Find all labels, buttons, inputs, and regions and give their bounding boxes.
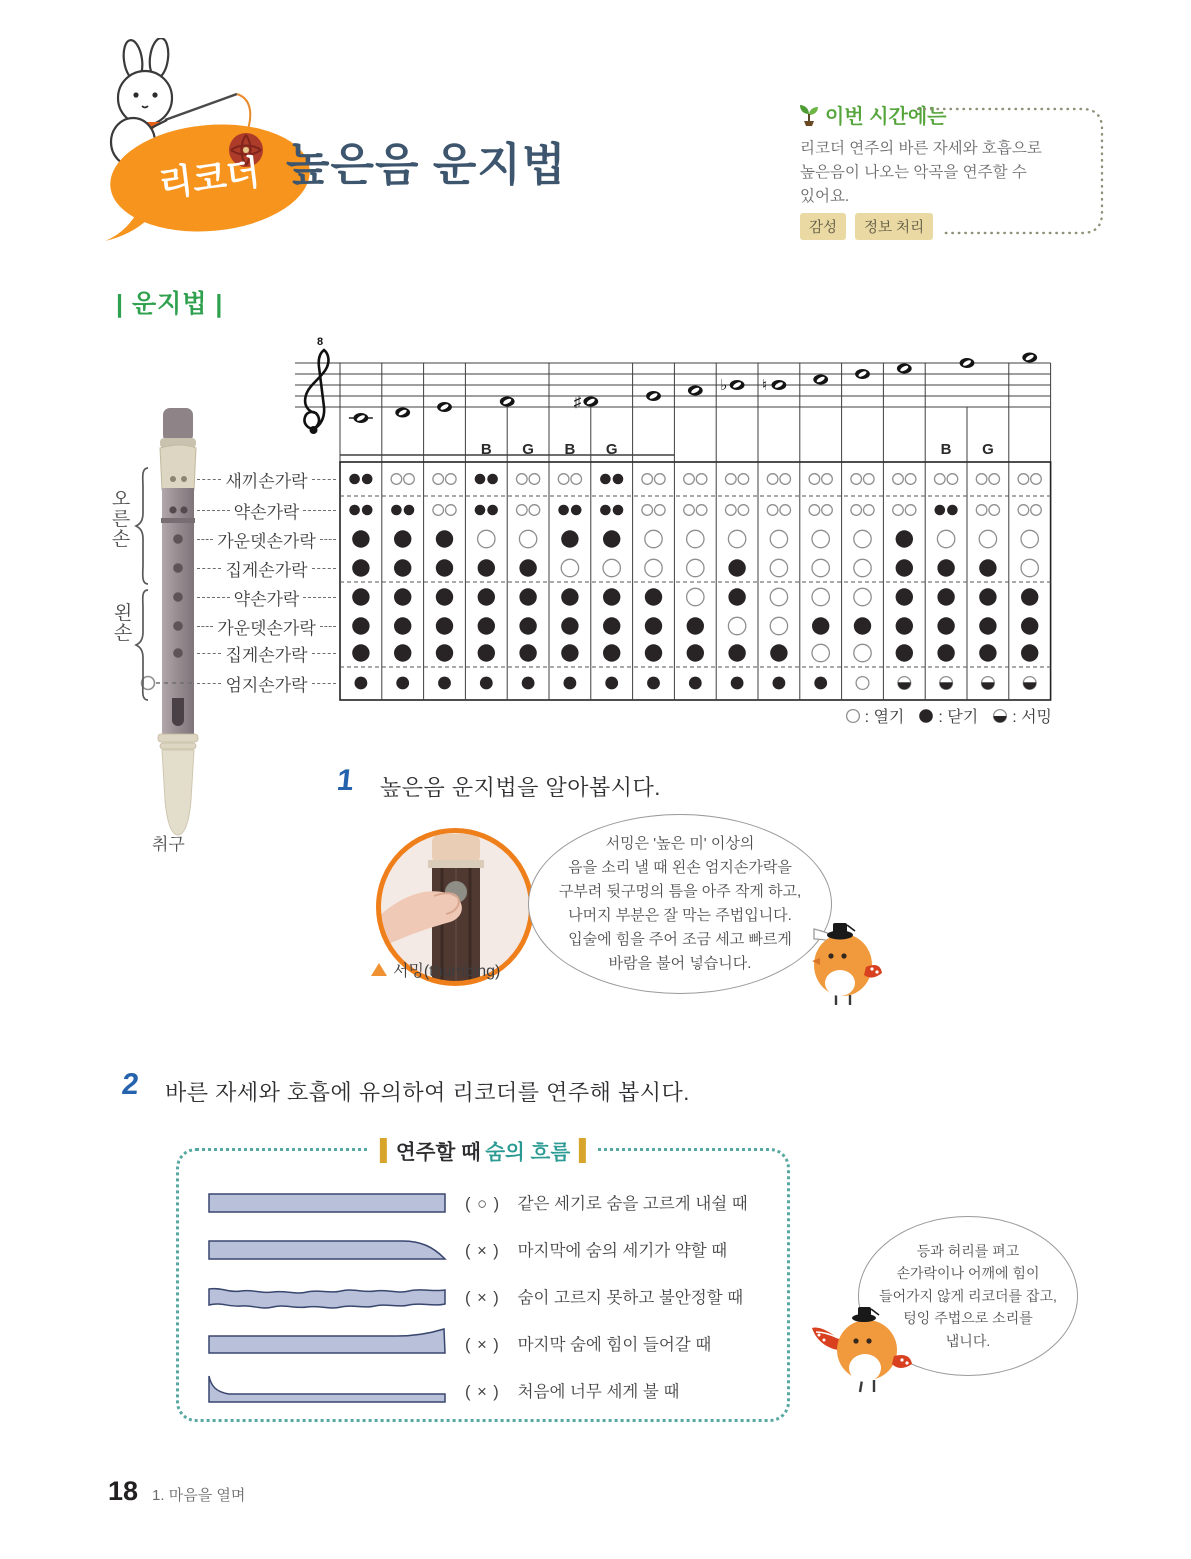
breath-shape-wavy <box>207 1281 447 1311</box>
left-hand-brace <box>134 588 150 702</box>
finger-row-label-right-pinky: 새끼손가락 <box>193 468 340 490</box>
bird-mascot-2 <box>810 1288 920 1396</box>
posture-tip-line: 들어가지 않게 리코더를 잡고, <box>879 1287 1057 1304</box>
finger-row-label-right-middle: 가운뎃손가락 <box>193 528 340 550</box>
logo-bubble-label: 리코더 <box>156 152 263 205</box>
unit-title: 1. 마음을 열며 <box>152 1487 246 1504</box>
breath-row-spike-start <box>207 1375 679 1405</box>
photo-caption-text: 서밍(thumbing) <box>393 963 501 980</box>
thumbing-tip-line: 나머지 부분은 잘 막는 주법입니다. <box>568 907 792 924</box>
legend-item-closed: : 닫기 <box>918 704 978 727</box>
page-title: 높은음 운지법 <box>286 139 567 190</box>
intro-box <box>800 100 1112 245</box>
pointer-stick <box>165 94 237 120</box>
posture-tip-line: 냅니다. <box>945 1332 991 1349</box>
breath-shape-fade-end <box>207 1234 447 1264</box>
step2-text: 바른 자세와 호흡에 유의하여 리코더를 연주해 봅시다. <box>165 1080 690 1105</box>
thumbing-symbol-icon <box>992 708 1008 724</box>
recorder-mouthpiece <box>162 750 194 835</box>
fingering-chart <box>291 333 1057 709</box>
title-bar-left <box>380 1138 387 1163</box>
step1-text: 높은음 운지법을 알아봅시다. <box>380 775 661 800</box>
svg-text:B: B <box>940 441 952 458</box>
breath-shape-even <box>207 1187 447 1217</box>
step1-number: 1 <box>335 764 356 797</box>
legend-item-thumbing: : 서밍 <box>992 704 1052 727</box>
closed-symbol-icon <box>918 708 934 724</box>
svg-text:♭: ♭ <box>720 377 728 394</box>
hand-label-left: 왼 손 <box>113 603 133 644</box>
breath-flow-box <box>176 1141 790 1422</box>
finger-row-label-right-index: 집게손가락 <box>193 557 340 579</box>
breath-row-even <box>207 1187 748 1217</box>
page-number: 18 <box>108 1476 139 1506</box>
finger-row-label-left-ring: 약손가락 <box>193 586 340 608</box>
competency-tag: 정보 처리 <box>855 213 933 240</box>
thumbing-tip-line: 구부려 뒷구멍의 틈을 아주 작게 하고, <box>558 883 802 900</box>
thumbing-tip-line: 음을 소리 낼 때 왼손 엄지손가락을 <box>568 859 792 876</box>
finger-row-label-right-ring: 약손가락 <box>193 499 340 521</box>
breath-row-spike-end <box>207 1328 711 1358</box>
competency-tags <box>800 213 942 240</box>
page-footer <box>108 1476 245 1507</box>
posture-tip-line: 등과 허리를 펴고 <box>916 1243 1020 1260</box>
svg-text:G: G <box>522 441 534 458</box>
hand-label-right: 오 른 손 <box>111 489 131 550</box>
thumbing-tip-line: 바람을 불어 넣습니다. <box>608 955 752 972</box>
thumbing-tip-line: 서밍은 '높은 미' 이상의 <box>605 835 755 852</box>
svg-text:B: B <box>480 441 492 458</box>
finger-row-label-left-middle: 가운뎃손가락 <box>193 615 340 637</box>
breath-mark: ( × ) <box>465 1289 500 1307</box>
svg-text:G: G <box>605 441 618 458</box>
section-heading-fingering: | 운지법 | <box>116 290 224 318</box>
svg-text:♯: ♯ <box>573 393 582 411</box>
finger-row-label-left-index: 집게손가락 <box>193 642 340 664</box>
step2-number: 2 <box>120 1068 141 1101</box>
posture-tip-line: 텅잉 주법으로 소리를 <box>903 1310 1033 1327</box>
breath-title-black: 연주할 때 <box>395 1141 481 1164</box>
intro-body-text: 리코더 연주의 바른 자세와 호흡으로 높은음이 나오는 악곡을 연주할 수 있어요. <box>800 140 1042 206</box>
breath-text: 처음에 너무 세게 불 때 <box>517 1383 680 1401</box>
right-hand-brace <box>134 466 150 586</box>
breath-mark: ( ○ ) <box>465 1195 501 1213</box>
breath-box-title <box>370 1135 596 1165</box>
svg-text:G: G <box>982 441 994 458</box>
breath-text: 같은 세기로 숨을 고르게 내쉴 때 <box>517 1195 748 1213</box>
posture-tip-line: 손가락이나 어깨에 힘이 <box>896 1265 1040 1282</box>
chart-legend <box>700 704 1052 727</box>
svg-text:♮: ♮ <box>761 377 768 394</box>
mouthpiece-label: 취구 <box>152 835 185 854</box>
breath-text: 마지막 숨에 힘이 들어갈 때 <box>517 1336 712 1354</box>
breath-row-fade-end <box>207 1234 727 1264</box>
open-symbol-icon <box>845 708 861 724</box>
breath-shape-spike-end <box>207 1328 447 1358</box>
breath-text: 마지막에 숨의 세기가 약할 때 <box>517 1242 728 1260</box>
caption-triangle-icon <box>371 963 387 976</box>
breath-mark: ( × ) <box>465 1242 500 1260</box>
title-bar-right <box>579 1138 586 1163</box>
breath-shape-spike-start <box>207 1375 447 1405</box>
competency-tag: 감성 <box>800 213 846 240</box>
thumbing-tip-line: 입술에 힘을 주어 조금 세고 빠르게 <box>568 931 792 948</box>
recorder-foot-cap <box>163 408 193 442</box>
svg-text:8: 8 <box>316 336 324 348</box>
photo-caption <box>371 958 500 981</box>
finger-row-label-left-thumb: 엄지손가락 <box>193 672 340 694</box>
bird-mascot-1 <box>800 905 890 1007</box>
breath-row-wavy <box>207 1281 743 1311</box>
thumbing-speech-bubble <box>528 814 832 994</box>
breath-text: 숨이 고르지 못하고 불안정할 때 <box>517 1289 744 1307</box>
svg-text:B: B <box>564 441 576 458</box>
breath-title-teal: 숨의 흐름 <box>485 1141 571 1164</box>
intro-heading: 이번 시간에는 <box>825 106 947 128</box>
breath-mark: ( × ) <box>465 1336 500 1354</box>
legend-item-open: : 열기 <box>845 704 905 727</box>
breath-mark: ( × ) <box>465 1383 500 1401</box>
